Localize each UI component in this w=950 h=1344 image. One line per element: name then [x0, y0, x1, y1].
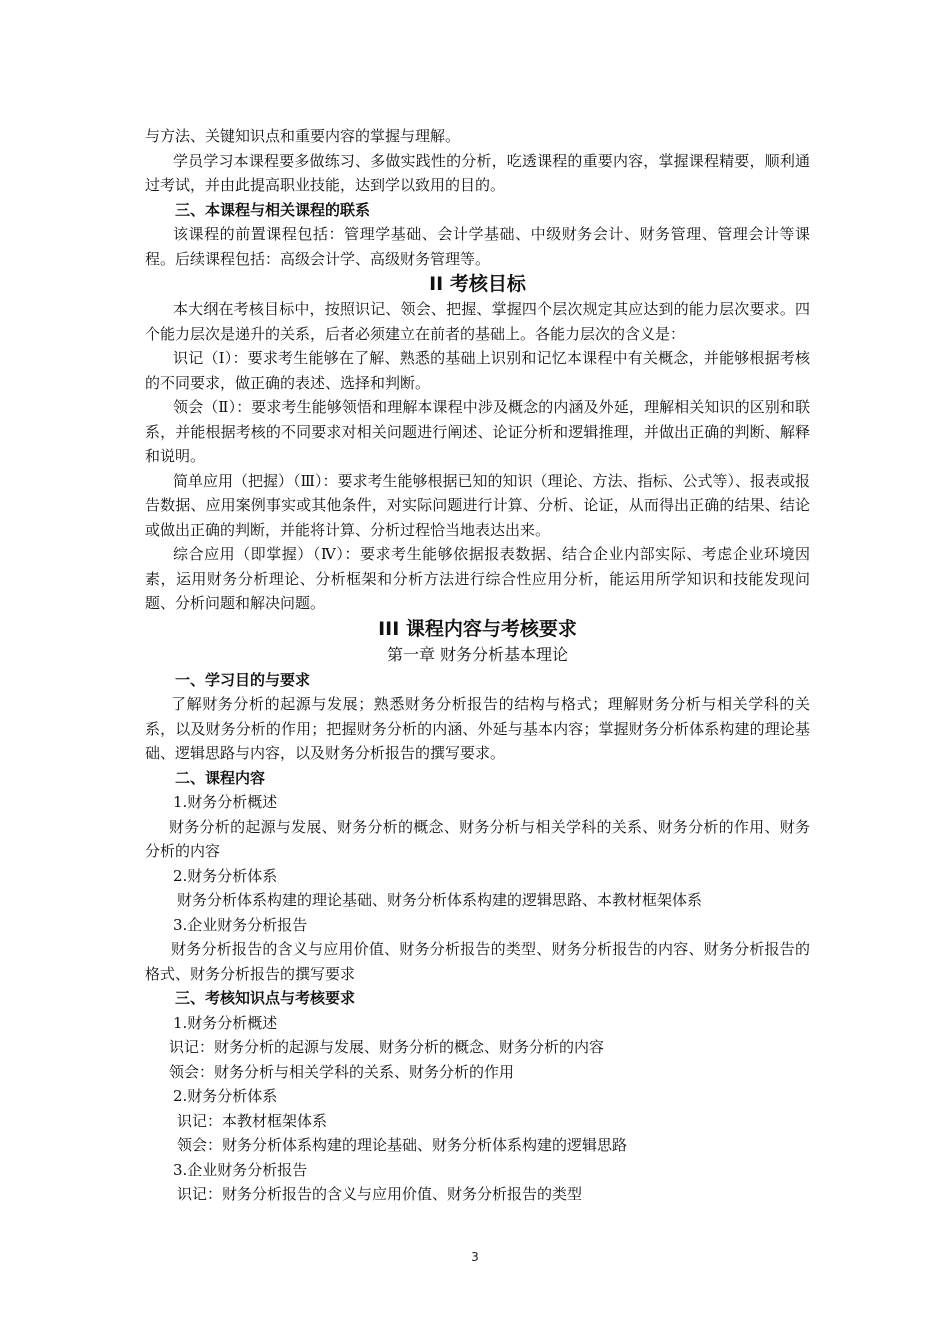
list-item: 领会：财务分析与相关学科的关系、财务分析的作用 — [169, 1062, 515, 1081]
paragraph: 了解财务分析的起源与发展；熟悉财务分析报告的结构与格式；理解财务分析与相关学科的关系，以及财务分析的作用；把握财务分析的内涵、外延与基本内容；掌握财务分析体系构建的理论基础、逻辑思路与内容，以及财务分析报告的撰写要求。 — [145, 695, 810, 762]
list-item: 3.企业财务分析报告 — [173, 1160, 308, 1179]
paragraph: 综合应用（即掌握）（Ⅳ）：要求考生能够依据报表数据、结合企业内部实际、考虑企业环境因素，运用财务分析理论、分析框架和分析方法进行综合性应用分析，能运用所学知识和技能发现问题、分析问题和解决问题。 — [145, 545, 810, 612]
list-item: 领会：财务分析体系构建的理论基础、财务分析体系构建的逻辑思路 — [177, 1136, 628, 1154]
paragraph: 学员学习本课程要多做练习、多做实践性的分析，吃透课程的重要内容，掌握课程精要，顺利通过考试，并由此提高职业技能，达到学以致用的目的。 — [145, 151, 810, 194]
paragraph: 本大纲在考核目标中，按照识记、领会、把握、掌握四个层次规定其应达到的能力层次要求。四个能力层次是递升的关系，后者必须建立在前者的基础上。各能力层次的含义是： — [145, 300, 810, 343]
list-item: 识记：财务分析报告的含义与应用价值、财务分析报告的类型 — [177, 1185, 583, 1203]
paragraph: 财务分析报告的含义与应用价值、财务分析报告的类型、财务分析报告的内容、财务分析报告的格式、财务分析报告的撰写要求 — [145, 940, 810, 983]
list-item: 识记：财务分析的起源与发展、财务分析的概念、财务分析的内容 — [169, 1038, 605, 1056]
list-item: 1.财务分析概述 — [173, 1013, 278, 1032]
chapter-title: 第一章 财务分析基本理论 — [386, 644, 569, 664]
section-heading: 三、本课程与相关课程的联系 — [175, 200, 371, 219]
paragraph: 识记（Ⅰ）：要求考生能够在了解、熟悉的基础上识别和记忆本课程中有关概念，并能够根据考核的不同要求，做正确的表述、选择和判断。 — [145, 349, 810, 392]
list-item: 2.财务分析体系 — [173, 866, 278, 885]
part-heading: III 课程内容与考核要求 — [378, 617, 577, 640]
list-item: 识记：本教材框架体系 — [177, 1111, 328, 1130]
paragraph: 财务分析的起源与发展、财务分析的概念、财务分析与相关学科的关系、财务分析的作用、财务分析的内容 — [145, 817, 810, 860]
section-heading: 三、考核知识点与考核要求 — [175, 989, 356, 1007]
section-heading: 二、课程内容 — [175, 768, 266, 787]
paragraph: 领会（Ⅱ）：要求考生能够领悟和理解本课程中涉及概念的内涵及外延，理解相关知识的区别和联系，并能根据考核的不同要求对相关问题进行阐述、论证分析和逻辑推理，并做出正确的判断、解释和说明。 — [145, 398, 810, 465]
paragraph: 与方法、关键知识点和重要内容的掌握与理解。 — [145, 127, 461, 145]
list-item: 3.企业财务分析报告 — [173, 915, 308, 934]
paragraph: 财务分析体系构建的理论基础、财务分析体系构建的逻辑思路、本教材框架体系 — [177, 891, 703, 909]
paragraph: 简单应用（把握）（Ⅲ）：要求考生能够根据已知的知识（理论、方法、指标、公式等）、报表或报告数据、应用案例事实或其他条件，对实际问题进行计算、分析、论证，从而得出正确的结果、结论或做出正确的判断，并能将计算、分析过程恰当地表达出来。 — [145, 471, 810, 539]
paragraph: 该课程的前置课程包括：管理学基础、会计学基础、中级财务会计、财务管理、管理会计等课程。后续课程包括：高级会计学、高级财务管理等。 — [145, 225, 810, 268]
page-number: 3 — [471, 1250, 479, 1264]
list-item: 1.财务分析概述 — [173, 793, 278, 811]
section-heading: 一、学习目的与要求 — [175, 670, 311, 689]
list-item: 2.财务分析体系 — [173, 1087, 278, 1105]
part-heading: II 考核目标 — [429, 273, 526, 295]
page-content — [145, 124, 810, 1207]
